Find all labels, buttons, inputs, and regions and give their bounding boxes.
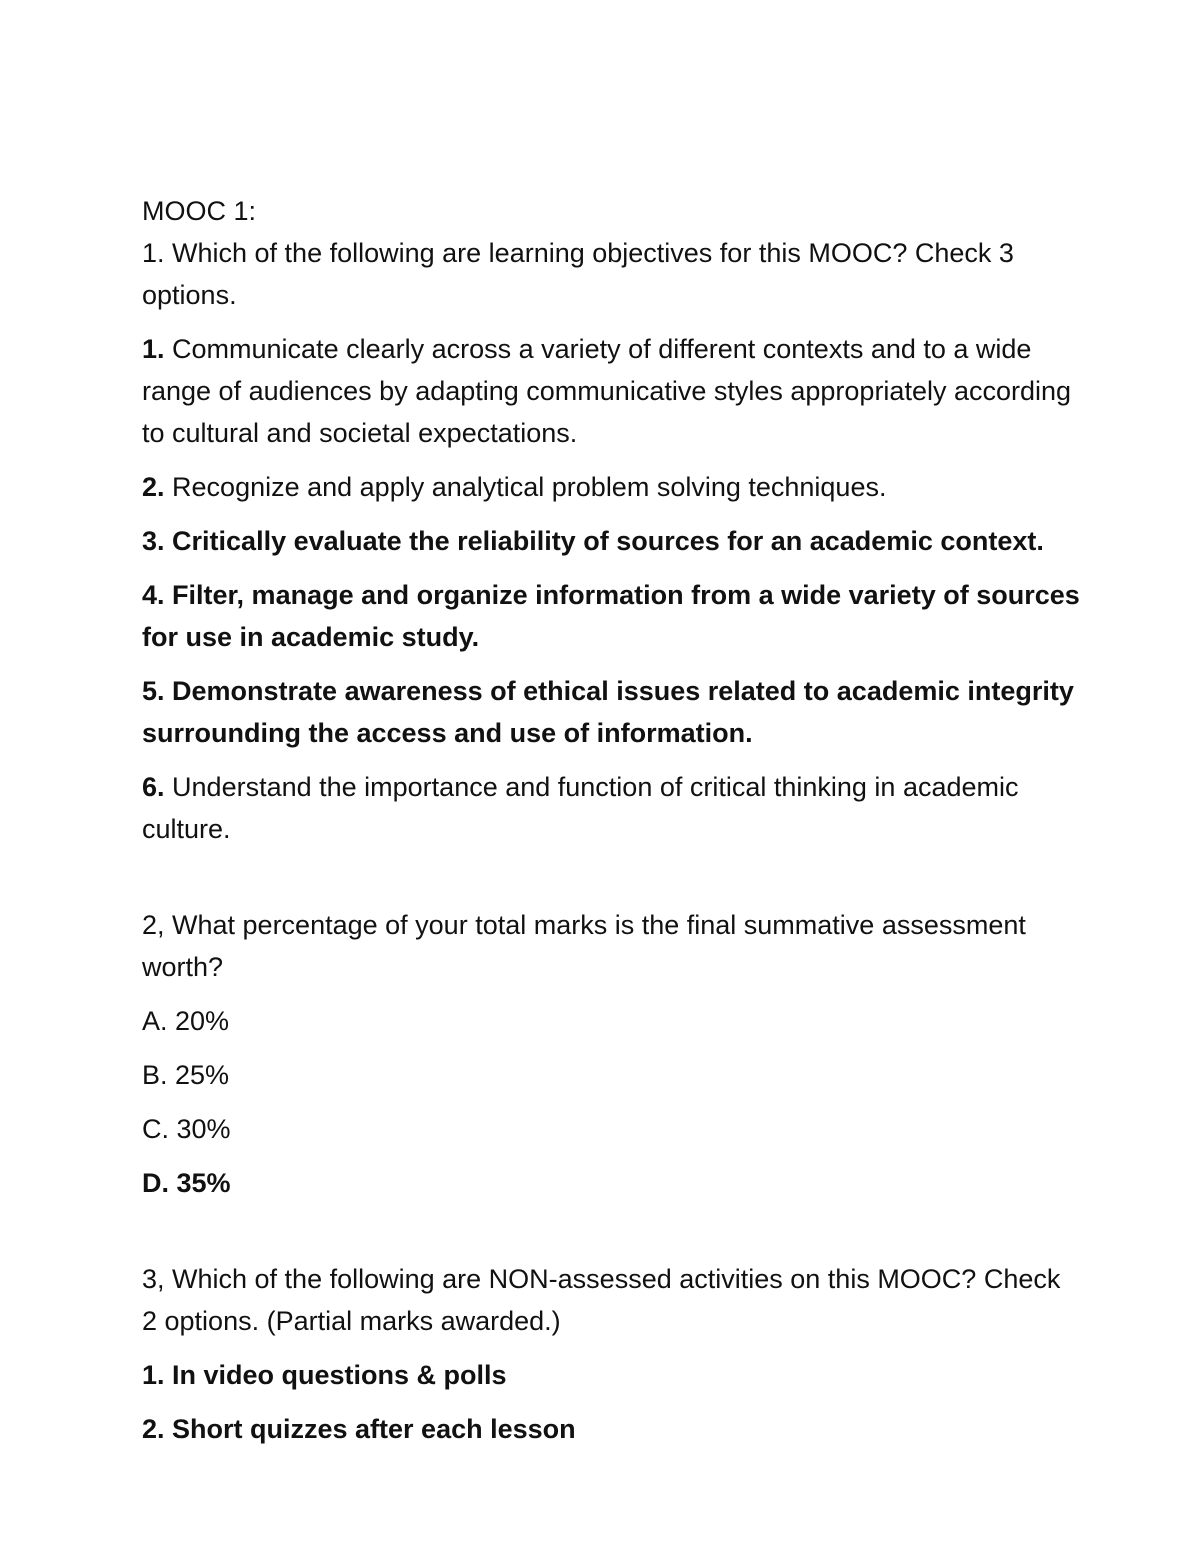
q1-option-5 [142, 670, 1082, 754]
q1-option-2 [142, 466, 1082, 508]
option-number: 3. [142, 526, 165, 556]
q1-option-1 [142, 328, 1082, 454]
q3-option-2: 2. Short quizzes after each lesson [142, 1414, 576, 1444]
option-number: 2. [142, 472, 165, 502]
option-text: Understand the importance and function of critical thinking in academic culture. [142, 772, 1019, 844]
q3-prompt: 3, Which of the following are NON-assessed activities on this MOOC? Check 2 options. (Partial marks awarded.) [142, 1264, 1061, 1336]
option-number: 1. [142, 334, 165, 364]
option-text: Recognize and apply analytical problem solving techniques. [164, 472, 887, 502]
q1-option-6 [142, 766, 1082, 850]
option-text: Filter, manage and organize information from a wide variety of sources for use in academic study. [142, 580, 1080, 652]
q2-option-a: A. 20% [142, 1006, 230, 1036]
option-number: 4. [142, 580, 165, 610]
q1-prompt: 1. Which of the following are learning objectives for this MOOC? Check 3 options. [142, 238, 1014, 310]
q2-option-b: B. 25% [142, 1060, 230, 1090]
q1-option-3 [142, 520, 1082, 562]
q2-prompt: 2, What percentage of your total marks is the final summative assessment worth? [142, 910, 1026, 982]
document-page [142, 190, 1082, 1450]
q2-option-c: C. 30% [142, 1114, 231, 1144]
option-text: Critically evaluate the reliability of sources for an academic context. [164, 526, 1044, 556]
q3-option-1: 1. In video questions & polls [142, 1360, 507, 1390]
q2-option-d: D. 35% [142, 1168, 231, 1198]
option-number: 6. [142, 772, 165, 802]
q1-option-4 [142, 574, 1082, 658]
doc-heading: MOOC 1: [142, 196, 257, 226]
option-text: Demonstrate awareness of ethical issues related to academic integrity surrounding the access and use of information. [142, 676, 1074, 748]
option-text: Communicate clearly across a variety of different contexts and to a wide range of audiences by adapting communicative styles appropriately according to cultural and societal expectations. [142, 334, 1072, 448]
option-number: 5. [142, 676, 165, 706]
